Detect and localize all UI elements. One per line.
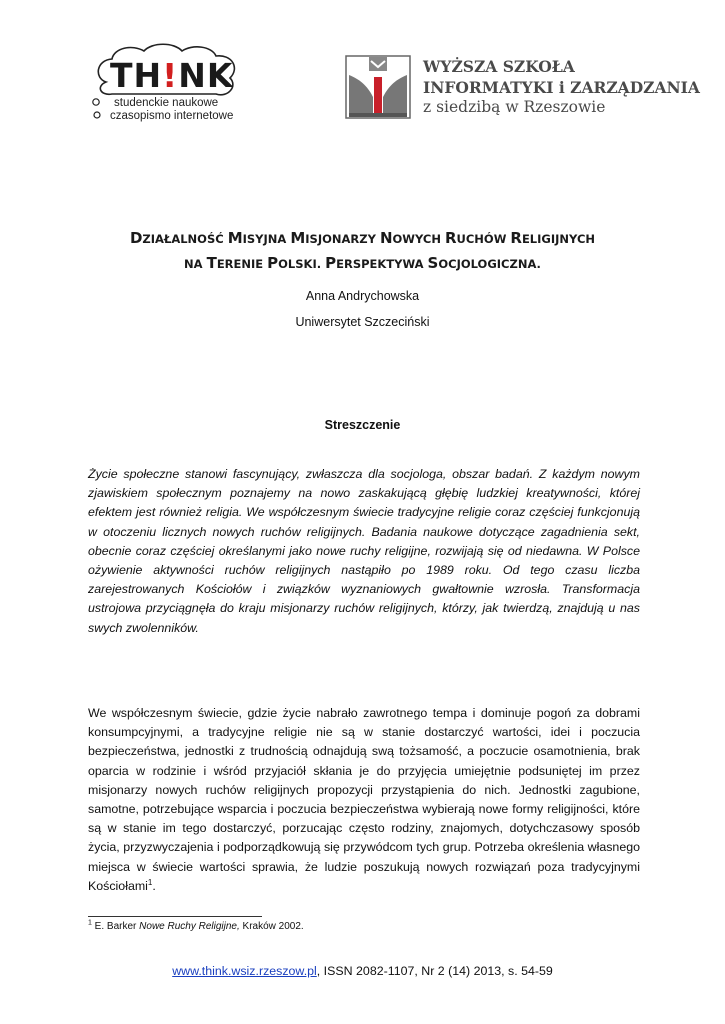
body-paragraph-text: We współczesnym świecie, gdzie życie nabrało zawrotnego tempa i dominuje pogoń za dobrami konsumpcyjnymi, a tradycyjne religie nie są w stanie dostarczyć wartości, idei i poczucia bezpieczeństwa, jednostki z trudnością odnajdują swą tożsamość, a poczucie osamotnienia, brak oparcia w rodzinie i wśród przyjaciół skłania je do przyjęcia umiejętnie podsuniętej im przez misjonarzy nowych ruchów religijnych propozycji przystąpienia do nich. Jednostki zagubione, samotne, potrzebujące wsparcia i poczucia bezpieczeństwa wybierają nowe formy religijności, które są w stanie im tego dostarczyć, porzucając często rodziny, znajomych, dotychczasowy sposób życia, przyzwyczajenia i podporządkowują się przywódcom tych grup. Potrzeba określenia własnego miejsca w świecie wartości sprawia, że ludzie poszukują nowych rozwiązań poza tradycyjnymi Kościołami xyxy=(88,706,640,893)
think-tagline-1: studenckie naukowe xyxy=(114,97,219,109)
footnote-separator xyxy=(88,916,262,917)
think-logo xyxy=(88,42,256,126)
think-wordmark: TH!NK xyxy=(110,56,234,95)
page-footer xyxy=(0,964,725,978)
footer-citation: , ISSN 2082-1107, Nr 2 (14) 2013, s. 54-59 xyxy=(316,964,553,978)
wsiz-name-line-2: INFORMATYKI i ZARZĄDZANIA xyxy=(423,78,700,97)
abstract-paragraph: Życie społeczne stanowi fascynujący, zwłaszcza dla socjologa, obszar badań. Z każdym nowym zjawiskiem społecznym poznajemy na nowo zaskakującą głębię ludzkiej kreatywności, której efektem jest również religia. We współczesnym świecie tradycyjne religie coraz częściej funkcjonują w otoczeniu licznych nowych ruchów religijnych. Badania naukowe dotyczące zagadnienia sekt, obecnie coraz częściej określanymi jako nowe ruchy religijne, rozwijają się od niedawna. W Polsce ożywienie aktywności ruchów religijnych nastąpiło po 1989 roku. Od tego czasu liczba zarejestrowanych Kościołów i związków wyznaniowych gwałtownie wzrosła. Transformacja ustrojowa przyciągnęła do kraju misjonarzy ruchów religijnych, którzy, jak twierdzą, znajdują u nas swych zwolenników. xyxy=(88,467,640,635)
wsiz-name-line-3: z siedzibą w Rzeszowie xyxy=(423,98,606,116)
journal-link[interactable]: www.think.wsiz.rzeszow.pl xyxy=(172,964,317,978)
wsiz-name-line-1: WYŻSZA SZKOŁA xyxy=(423,57,575,76)
author-affiliation: Uniwersytet Szczeciński xyxy=(295,315,430,329)
wsiz-logo xyxy=(345,55,700,120)
footnote: $^1$ E. Barker Nowe Ruchy Religijne, Kraków 2002. xyxy=(88,919,304,932)
paper-title-line-2: NA TERENIE POLSKI. PERSPEKTYWA SOCJOLOGICZNA. xyxy=(184,254,541,272)
wsiz-emblem-icon xyxy=(345,55,411,119)
body-paragraph: We współczesnym świecie, gdzie życie nabrało zawrotnego tempa i dominuje pogoń za dobrami konsumpcyjnymi, a tradycyjne religie nie są w stanie dostarczyć wartości, idei i poczucia bezpieczeństwa, jednostki z trudnością odnajdują swą tożsamość, a poczucie osamotnienia, brak oparcia w rodzinie i wśród przyjaciół skłania je do przyjęcia umiejętnie podsuniętej im przez misjonarzy nowych ruchów religijnych propozycji przystąpienia do nich. Jednostki zagubione, samotne, potrzebujące wsparcia i poczucia bezpieczeństwa wybierają nowe formy religijności, które są w stanie im tego dostarczyć, porzucając często rodziny, znajomych, dotychczasowy sposób życia, przyzwyczajenia i podporządkowują się przywódcom tych grup. Potrzeba określenia własnego miejsca w świecie wartości sprawia, że ludzie poszukują nowych rozwiązań poza tradycyjnymi Kościołami$^1$. xyxy=(88,706,640,893)
author-name: Anna Andrychowska xyxy=(305,289,420,303)
think-tagline-2: czasopismo internetowe xyxy=(110,110,234,122)
abstract-heading: Streszczenie xyxy=(324,418,401,432)
footnote-reference[interactable]: 1 xyxy=(147,877,153,887)
paper-title-line-1: DZIAŁALNOŚĆ MISYJNA MISJONARZY NOWYCH RUCHÓW RELIGIJNYCH xyxy=(129,229,596,247)
